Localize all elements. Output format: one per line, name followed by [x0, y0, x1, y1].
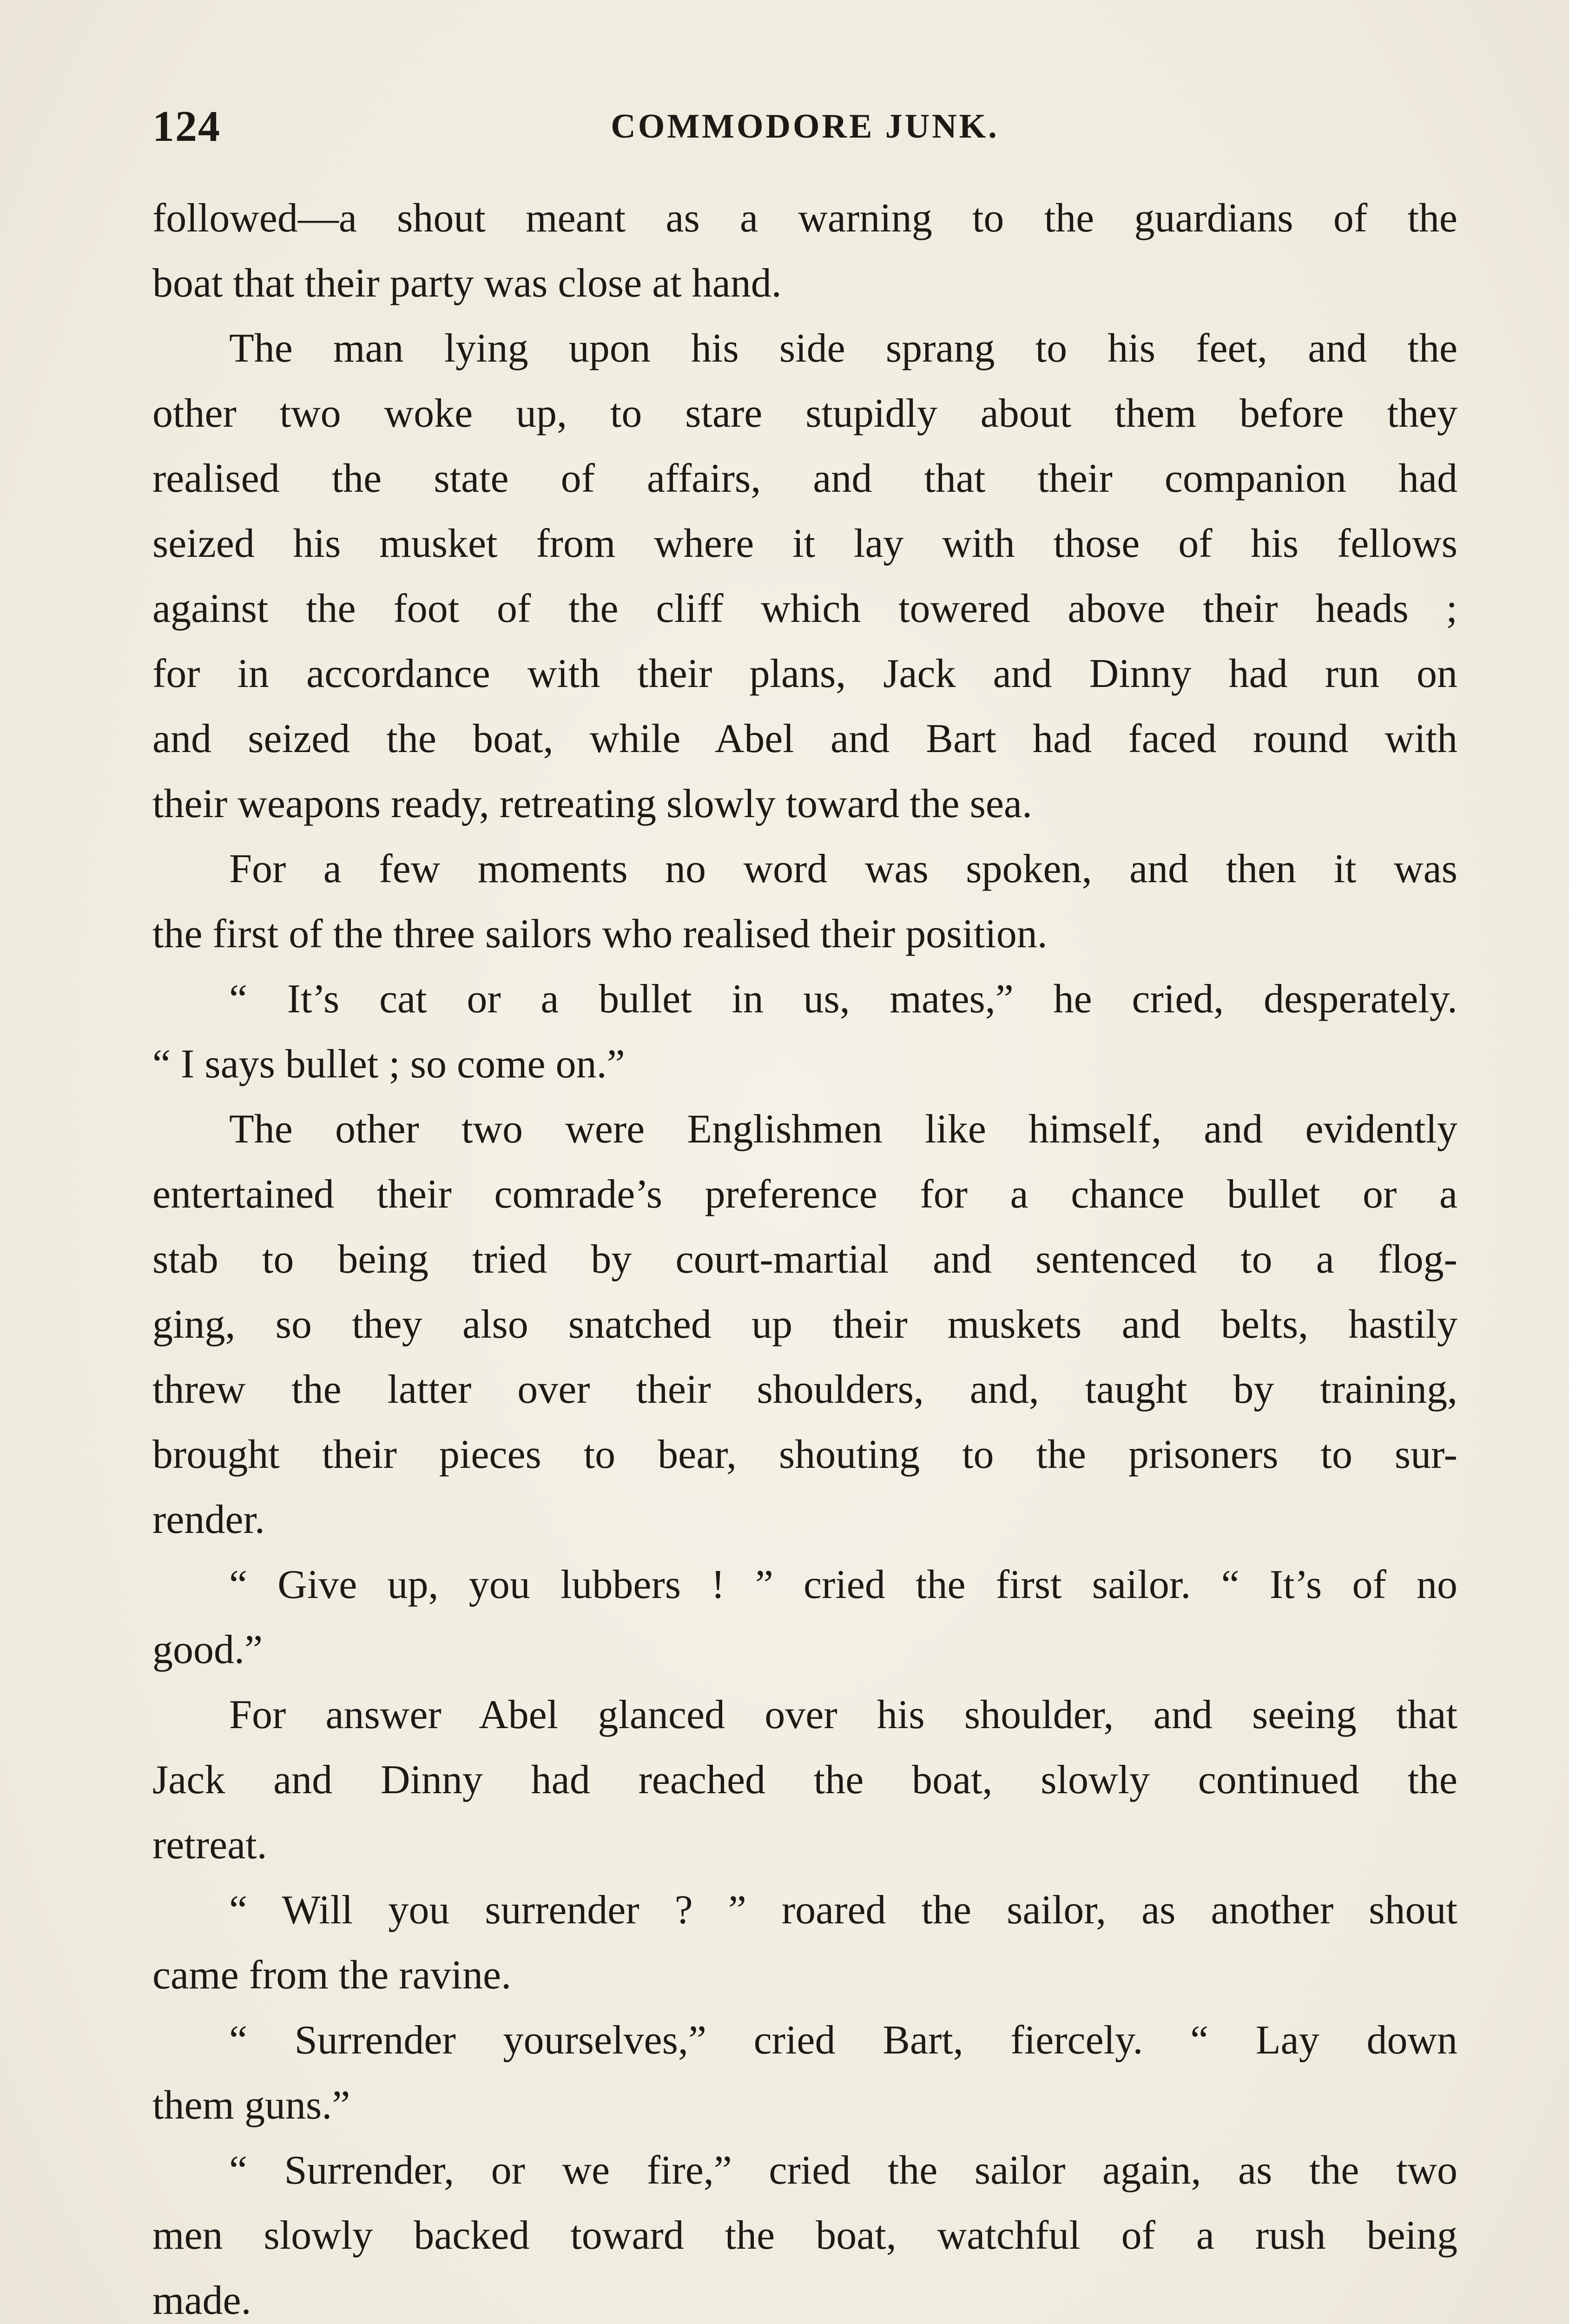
text-line: render.: [152, 1497, 265, 1542]
body-text: [152, 186, 1457, 2324]
text-line: realised the state of affairs, and that their companion had: [152, 456, 1457, 501]
text-line: their weapons ready, retreating slowly toward the sea.: [152, 781, 1032, 826]
text-line: followed—a shout meant as a warning to the guardians of the: [152, 196, 1457, 241]
text-line: the first of the three sailors who realised their position.: [152, 911, 1048, 957]
page-header: [152, 101, 1457, 157]
text-line: “ I says bullet ; so come on.”: [152, 1042, 625, 1087]
text-line: retreat.: [152, 1822, 267, 1868]
running-title: COMMODORE JUNK.: [611, 107, 999, 145]
text-line: For answer Abel glanced over his shoulder, and seeing that: [229, 1692, 1457, 1737]
text-line: ging, so they also snatched up their muskets and belts, hastily: [152, 1302, 1457, 1347]
text-line: “ Give up, you lubbers ! ” cried the first sailor. “ It’s of no: [229, 1562, 1457, 1607]
text-line: other two woke up, to stare stupidly about them before they: [152, 391, 1457, 436]
text-line: good.”: [152, 1627, 263, 1672]
text-line: made.: [152, 2278, 251, 2323]
text-line: and seized the boat, while Abel and Bart had faced round with: [152, 716, 1457, 761]
text-line: “ Surrender, or we fire,” cried the sailor again, as the two: [229, 2148, 1457, 2193]
text-line: against the foot of the cliff which towered above their heads ;: [152, 586, 1457, 631]
text-line: For a few moments no word was spoken, and then it was: [229, 846, 1457, 891]
text-line: entertained their comrade’s preference for a chance bullet or a: [152, 1172, 1457, 1217]
text-line: Jack and Dinny had reached the boat, slowly continued the: [152, 1757, 1457, 1802]
text-line: for in accordance with their plans, Jack and Dinny had run on: [152, 651, 1457, 696]
text-line: stab to being tried by court-martial and sentenced to a flog-: [152, 1237, 1457, 1282]
text-line: came from the ravine.: [152, 1953, 512, 1998]
text-line: threw the latter over their shoulders, and, taught by training,: [152, 1367, 1457, 1412]
text-line: brought their pieces to bear, shouting to the prisoners to sur-: [152, 1432, 1457, 1477]
text-line: “ Will you surrender ? ” roared the sailor, as another shout: [229, 1888, 1457, 1933]
text-line: “ Surrender yourselves,” cried Bart, fiercely. “ Lay down: [229, 2018, 1457, 2063]
text-line: The other two were Englishmen like himself, and evidently: [229, 1107, 1457, 1152]
page-number: 124: [152, 102, 221, 151]
text-line: boat that their party was close at hand.: [152, 261, 782, 306]
text-line: “ It’s cat or a bullet in us, mates,” he cried, desperately.: [229, 977, 1457, 1022]
text-line: seized his musket from where it lay with those of his fellows: [152, 521, 1457, 566]
text-line: The man lying upon his side sprang to his feet, and the: [229, 326, 1457, 371]
text-line: men slowly backed toward the boat, watchful of a rush being: [152, 2213, 1457, 2258]
text-line: them guns.”: [152, 2083, 350, 2128]
